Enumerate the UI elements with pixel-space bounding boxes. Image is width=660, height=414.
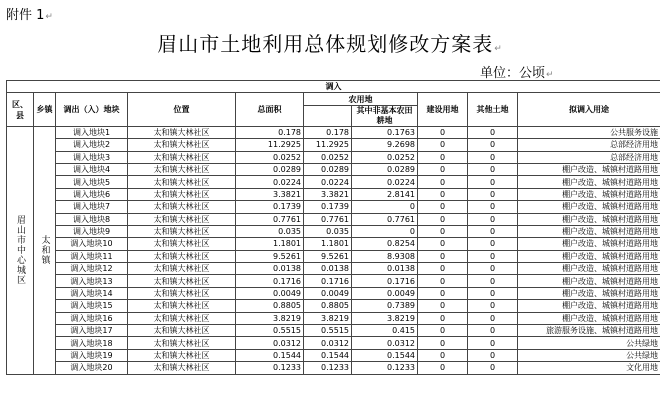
construction-cell: 0	[418, 263, 468, 275]
nonbasic-cell: 0.0224	[352, 176, 418, 188]
total-cell: 9.5261	[236, 250, 304, 262]
construction-cell: 0	[418, 349, 468, 361]
location-cell: 太和镇大林社区	[128, 300, 236, 312]
nonbasic-cell: 9.2698	[352, 139, 418, 151]
nonbasic-cell: 0.7389	[352, 300, 418, 312]
total-cell: 3.3821	[236, 188, 304, 200]
plot-cell: 调入地块3	[56, 151, 128, 163]
other-cell: 0	[468, 263, 518, 275]
purpose-cell: 棚户改造、城镇村道路用地	[518, 225, 660, 237]
nonbasic-cell: 0.8254	[352, 238, 418, 250]
construction-cell: 0	[418, 362, 468, 374]
agri-cell: 0.0049	[304, 287, 352, 299]
construction-cell: 0	[418, 176, 468, 188]
header-town: 乡镇	[34, 93, 56, 126]
construction-cell: 0	[418, 163, 468, 175]
agri-cell: 3.3821	[304, 188, 352, 200]
table-row	[7, 213, 660, 225]
construction-cell: 0	[418, 188, 468, 200]
header-agri: 农用地	[304, 93, 418, 105]
total-cell: 0.1233	[236, 362, 304, 374]
purpose-cell: 棚户改造、城镇村道路用地	[518, 312, 660, 324]
location-cell: 太和镇大林社区	[128, 238, 236, 250]
total-cell: 0.7761	[236, 213, 304, 225]
header-top: 调入	[7, 81, 660, 93]
header-location: 位置	[128, 93, 236, 126]
total-cell: 0.035	[236, 225, 304, 237]
other-cell: 0	[468, 126, 518, 138]
nonbasic-cell: 0.1544	[352, 349, 418, 361]
table-row	[7, 287, 660, 299]
purpose-cell: 棚户改造、城镇村道路用地	[518, 275, 660, 287]
other-cell: 0	[468, 312, 518, 324]
total-cell: 0.0252	[236, 151, 304, 163]
total-cell: 11.2925	[236, 139, 304, 151]
other-cell: 0	[468, 201, 518, 213]
agri-cell: 0.8805	[304, 300, 352, 312]
other-cell: 0	[468, 176, 518, 188]
purpose-cell: 文化用地	[518, 362, 660, 374]
other-cell: 0	[468, 151, 518, 163]
table-row	[7, 201, 660, 213]
nonbasic-cell: 0.0312	[352, 337, 418, 349]
nonbasic-cell: 0.0252	[352, 151, 418, 163]
total-cell: 0.0049	[236, 287, 304, 299]
nonbasic-cell: 0.1716	[352, 275, 418, 287]
header-total: 总面积	[236, 93, 304, 126]
plot-cell: 调入地块13	[56, 275, 128, 287]
plot-cell: 调入地块1	[56, 126, 128, 138]
total-cell: 0.5515	[236, 325, 304, 337]
agri-cell: 0.0138	[304, 263, 352, 275]
construction-cell: 0	[418, 250, 468, 262]
total-cell: 0.1544	[236, 349, 304, 361]
plot-cell: 调入地块19	[56, 349, 128, 361]
agri-cell: 9.5261	[304, 250, 352, 262]
revision-table	[6, 80, 660, 375]
purpose-cell: 棚户改造、城镇村道路用地	[518, 213, 660, 225]
agri-cell: 0.1544	[304, 349, 352, 361]
table-row	[7, 176, 660, 188]
purpose-cell: 棚户改造、城镇村道路用地	[518, 238, 660, 250]
other-cell: 0	[468, 337, 518, 349]
page-title: 眉山市土地利用总体规划修改方案表↵	[157, 32, 503, 56]
total-cell: 0.0224	[236, 176, 304, 188]
agri-cell: 0.178	[304, 126, 352, 138]
agri-cell: 0.0312	[304, 337, 352, 349]
header-other: 其他土地	[468, 93, 518, 126]
location-cell: 太和镇大林社区	[128, 225, 236, 237]
district-cell: 眉山市中心城区	[7, 126, 34, 374]
plot-cell: 调入地块4	[56, 163, 128, 175]
construction-cell: 0	[418, 126, 468, 138]
agri-cell: 0.035	[304, 225, 352, 237]
location-cell: 太和镇大林社区	[128, 337, 236, 349]
header-purpose: 拟调入用途	[518, 93, 660, 126]
nonbasic-cell: 0.7761	[352, 213, 418, 225]
other-cell: 0	[468, 250, 518, 262]
location-cell: 太和镇大林社区	[128, 163, 236, 175]
agri-cell: 0.5515	[304, 325, 352, 337]
other-cell: 0	[468, 213, 518, 225]
other-cell: 0	[468, 349, 518, 361]
plot-cell: 调入地块18	[56, 337, 128, 349]
agri-cell: 0.7761	[304, 213, 352, 225]
purpose-cell: 棚户改造、城镇村道路用地	[518, 176, 660, 188]
nonbasic-cell: 0.1763	[352, 126, 418, 138]
agri-cell: 0.0224	[304, 176, 352, 188]
location-cell: 太和镇大林社区	[128, 287, 236, 299]
construction-cell: 0	[418, 213, 468, 225]
construction-cell: 0	[418, 300, 468, 312]
table-row	[7, 337, 660, 349]
location-cell: 太和镇大林社区	[128, 275, 236, 287]
construction-cell: 0	[418, 337, 468, 349]
nonbasic-cell: 8.9308	[352, 250, 418, 262]
location-cell: 太和镇大林社区	[128, 176, 236, 188]
agri-cell: 1.1801	[304, 238, 352, 250]
purpose-cell: 棚户改造、城镇村道路用地	[518, 287, 660, 299]
nonbasic-cell: 0.0289	[352, 163, 418, 175]
table-row	[7, 225, 660, 237]
purpose-cell: 棚户改造、城镇村道路用地	[518, 300, 660, 312]
other-cell: 0	[468, 163, 518, 175]
plot-cell: 调入地块7	[56, 201, 128, 213]
nonbasic-cell: 0.1233	[352, 362, 418, 374]
construction-cell: 0	[418, 139, 468, 151]
nonbasic-cell: 0.0138	[352, 263, 418, 275]
plot-cell: 调入地块15	[56, 300, 128, 312]
other-cell: 0	[468, 287, 518, 299]
total-cell: 3.8219	[236, 312, 304, 324]
purpose-cell: 旅游服务设施、城镇村道路用地	[518, 325, 660, 337]
plot-cell: 调入地块9	[56, 225, 128, 237]
agri-cell: 0.0252	[304, 151, 352, 163]
table-row	[7, 362, 660, 374]
nonbasic-cell: 3.8219	[352, 312, 418, 324]
nonbasic-cell: 0	[352, 225, 418, 237]
other-cell: 0	[468, 225, 518, 237]
purpose-cell: 公共绿地	[518, 349, 660, 361]
table-row	[7, 163, 660, 175]
agri-cell: 0.0289	[304, 163, 352, 175]
plot-cell: 调入地块20	[56, 362, 128, 374]
other-cell: 0	[468, 238, 518, 250]
agri-cell: 11.2925	[304, 139, 352, 151]
location-cell: 太和镇大林社区	[128, 151, 236, 163]
purpose-cell: 棚户改造、城镇村道路用地	[518, 250, 660, 262]
purpose-cell: 棚户改造、城镇村道路用地	[518, 263, 660, 275]
construction-cell: 0	[418, 287, 468, 299]
location-cell: 太和镇大林社区	[128, 349, 236, 361]
other-cell: 0	[468, 139, 518, 151]
purpose-cell: 棚户改造、城镇村道路用地	[518, 188, 660, 200]
agri-cell: 3.8219	[304, 312, 352, 324]
purpose-cell: 公共绿地	[518, 337, 660, 349]
agri-cell: 0.1739	[304, 201, 352, 213]
other-cell: 0	[468, 275, 518, 287]
header-nonbasic: 其中非基本农田耕地	[352, 105, 418, 126]
plot-cell: 调入地块6	[56, 188, 128, 200]
plot-cell: 调入地块8	[56, 213, 128, 225]
table-row	[7, 250, 660, 262]
other-cell: 0	[468, 188, 518, 200]
table-header-row	[7, 93, 660, 105]
construction-cell: 0	[418, 238, 468, 250]
other-cell: 0	[468, 325, 518, 337]
table-row	[7, 238, 660, 250]
other-cell: 0	[468, 300, 518, 312]
plot-cell: 调入地块14	[56, 287, 128, 299]
total-cell: 0.0289	[236, 163, 304, 175]
total-cell: 0.8805	[236, 300, 304, 312]
total-cell: 0.1739	[236, 201, 304, 213]
purpose-cell: 棚户改造、城镇村道路用地	[518, 163, 660, 175]
nonbasic-cell: 0.415	[352, 325, 418, 337]
construction-cell: 0	[418, 312, 468, 324]
total-cell: 0.178	[236, 126, 304, 138]
location-cell: 太和镇大林社区	[128, 126, 236, 138]
agri-cell: 0.1233	[304, 362, 352, 374]
agri-cell: 0.1716	[304, 275, 352, 287]
construction-cell: 0	[418, 201, 468, 213]
construction-cell: 0	[418, 151, 468, 163]
total-cell: 0.0312	[236, 337, 304, 349]
table-row	[7, 263, 660, 275]
purpose-cell: 总部经济用地	[518, 139, 660, 151]
table-row	[7, 325, 660, 337]
town-cell: 太和镇	[34, 126, 56, 374]
attachment-label: 附件 1↵	[6, 8, 53, 23]
unit-label: 单位：公顷↵	[480, 66, 554, 81]
location-cell: 太和镇大林社区	[128, 139, 236, 151]
table-row	[7, 139, 660, 151]
location-cell: 太和镇大林社区	[128, 263, 236, 275]
table-header-row	[7, 81, 660, 93]
plot-cell: 调入地块16	[56, 312, 128, 324]
table-row	[7, 312, 660, 324]
header-agri-sub	[304, 105, 352, 126]
header-construction: 建设用地	[418, 93, 468, 126]
plot-cell: 调入地块11	[56, 250, 128, 262]
location-cell: 太和镇大林社区	[128, 250, 236, 262]
total-cell: 0.1716	[236, 275, 304, 287]
plot-cell: 调入地块10	[56, 238, 128, 250]
total-cell: 0.0138	[236, 263, 304, 275]
header-district: 区、县	[7, 93, 34, 126]
construction-cell: 0	[418, 325, 468, 337]
header-plot: 调出（入）地块	[56, 93, 128, 126]
plot-cell: 调入地块5	[56, 176, 128, 188]
nonbasic-cell: 0	[352, 201, 418, 213]
total-cell: 1.1801	[236, 238, 304, 250]
construction-cell: 0	[418, 225, 468, 237]
location-cell: 太和镇大林社区	[128, 213, 236, 225]
table-row	[7, 151, 660, 163]
location-cell: 太和镇大林社区	[128, 362, 236, 374]
table-row	[7, 349, 660, 361]
plot-cell: 调入地块12	[56, 263, 128, 275]
purpose-cell: 总部经济用地	[518, 151, 660, 163]
location-cell: 太和镇大林社区	[128, 188, 236, 200]
other-cell: 0	[468, 362, 518, 374]
location-cell: 太和镇大林社区	[128, 325, 236, 337]
purpose-cell: 棚户改造、城镇村道路用地	[518, 201, 660, 213]
location-cell: 太和镇大林社区	[128, 201, 236, 213]
table-row	[7, 300, 660, 312]
nonbasic-cell: 0.0049	[352, 287, 418, 299]
location-cell: 太和镇大林社区	[128, 312, 236, 324]
nonbasic-cell: 2.8141	[352, 188, 418, 200]
construction-cell: 0	[418, 275, 468, 287]
table-row	[7, 275, 660, 287]
table-row	[7, 188, 660, 200]
plot-cell: 调入地块17	[56, 325, 128, 337]
plot-cell: 调入地块2	[56, 139, 128, 151]
purpose-cell: 公共服务设施	[518, 126, 660, 138]
table-row	[7, 126, 660, 138]
